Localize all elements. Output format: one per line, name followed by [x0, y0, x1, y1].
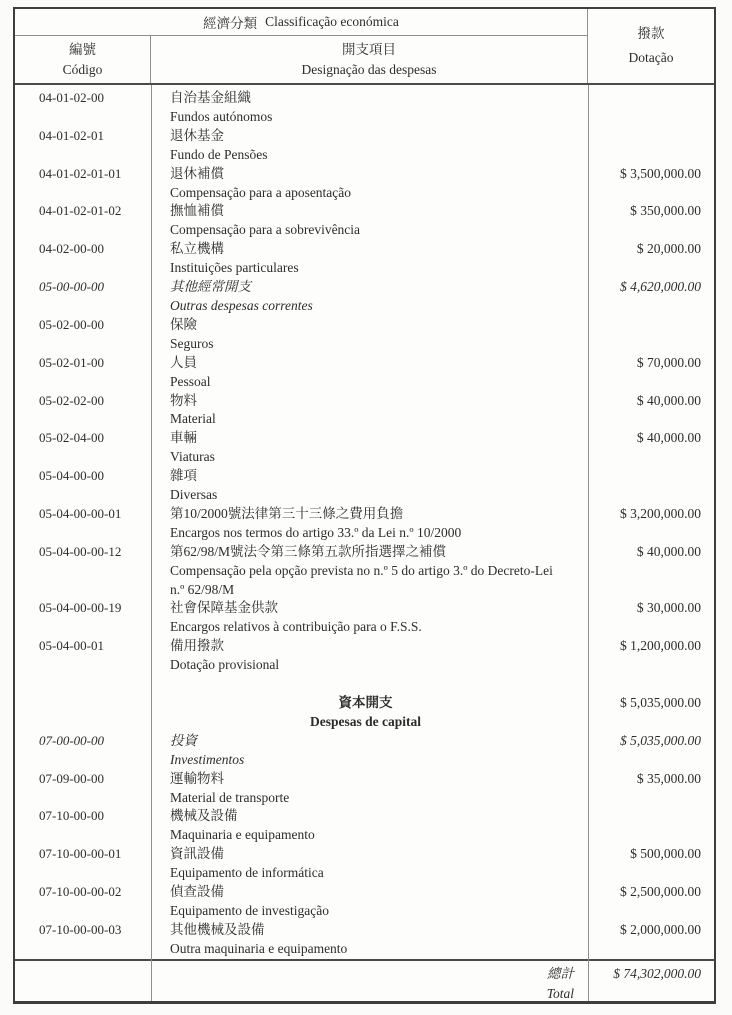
table-row [15, 637, 714, 675]
table-row [15, 392, 714, 430]
designation-cell [151, 240, 588, 278]
designation-pt: Compensação para a sobrevivência [170, 222, 361, 238]
code-cell: 05-02-02-00 [39, 392, 104, 408]
code-cell: 07-10-00-00-02 [39, 884, 122, 900]
designation-pt: Material de transporte [170, 789, 290, 805]
code-cell: 05-04-00-00-12 [39, 543, 122, 559]
amount-cell: $ 40,000.00 [636, 543, 701, 559]
table-row [15, 165, 714, 203]
designation-cell [151, 770, 588, 808]
designation-header-zh: 開支項目 [342, 42, 396, 57]
table-row [15, 543, 714, 600]
designation-pt: Encargos relativos à contribuição para o F.S.S. [170, 619, 422, 635]
designation-header-pt: Designação das despesas [301, 61, 437, 77]
amount-cell: $ 1,200,000.00 [620, 638, 701, 654]
amount-cell: $ 4,620,000.00 [620, 279, 701, 295]
designation-cell [151, 505, 588, 543]
table-row [15, 316, 714, 354]
code-cell: 05-02-04-00 [39, 430, 104, 446]
table-row [15, 694, 714, 732]
code-cell: 07-10-00-00-03 [39, 921, 122, 937]
designation-pt: Despesas de capital [310, 713, 421, 729]
designation-zh: 私立機構 [170, 241, 224, 257]
code-cell: 04-01-02-01 [39, 127, 104, 143]
designation-cell [151, 429, 588, 467]
code-column-header [15, 36, 151, 83]
amount-cell: $ 40,000.00 [636, 430, 701, 446]
designation-pt: Compensação para a aposentação [170, 184, 352, 200]
designation-zh: 偵查設備 [170, 884, 224, 900]
total-label-cell [151, 964, 588, 1003]
table-row [15, 354, 714, 392]
designation-pt: Maquinaria e equipamento [170, 827, 315, 843]
designation-pt: Encargos nos termos do artigo 33.º da Lei n.º 10/2000 [170, 524, 462, 540]
designation-zh: 備用撥款 [170, 638, 224, 654]
designation-pt: Equipamento de informática [170, 865, 324, 881]
designation-pt: Equipamento de investigação [170, 902, 329, 918]
table-row [15, 807, 714, 845]
table-row [15, 240, 714, 278]
designation-cell [151, 354, 588, 392]
designation-zh: 車輛 [170, 430, 197, 446]
classification-title [15, 9, 587, 36]
amount-cell: $ 5,035,000.00 [620, 732, 701, 748]
table-row [15, 127, 714, 165]
table-row [15, 599, 714, 637]
designation-zh: 運輸物料 [170, 770, 224, 786]
table-row [15, 202, 714, 240]
code-cell: 05-02-01-00 [39, 354, 104, 370]
allocation-header-pt: Dotação [628, 50, 674, 65]
designation-pt-cont: n.º 62/98/M [170, 581, 235, 597]
designation-cell [151, 637, 588, 675]
total-label-zh: 總計 [547, 966, 574, 981]
header-subcolumns [15, 36, 587, 83]
designation-cell [151, 127, 588, 165]
code-cell: 04-01-02-00 [39, 90, 104, 105]
table-row [15, 505, 714, 543]
budget-table [13, 7, 716, 1004]
amount-cell: $ 2,500,000.00 [620, 884, 701, 900]
table-row [15, 883, 714, 921]
classification-title-pt: Classificação económica [265, 14, 399, 29]
designation-zh: 社會保障基金供款 [170, 600, 278, 616]
allocation-header-zh: 撥款 [637, 26, 665, 41]
designation-zh: 退休基金 [170, 127, 224, 143]
code-cell: 05-02-00-00 [39, 316, 104, 332]
table-row [15, 732, 714, 770]
designation-cell [151, 921, 588, 959]
designation-cell [151, 467, 588, 505]
table-row [15, 89, 714, 127]
amount-cell: $ 2,000,000.00 [620, 921, 701, 937]
designation-cell [151, 694, 588, 732]
designation-cell [151, 316, 588, 354]
amount-cell: $ 30,000.00 [636, 600, 701, 616]
code-cell: 07-10-00-00-01 [39, 846, 122, 862]
table-row [15, 429, 714, 467]
designation-cell [151, 543, 588, 600]
table-body [15, 85, 714, 959]
designation-pt: Instituições particulares [170, 260, 299, 276]
code-cell: 05-00-00-00 [39, 279, 104, 295]
table-row [15, 921, 714, 959]
designation-pt: Investimentos [170, 751, 245, 767]
amount-cell: $ 20,000.00 [636, 241, 701, 257]
amount-cell: $ 40,000.00 [636, 392, 701, 408]
designation-pt: Diversas [170, 487, 218, 503]
designation-pt: Seguros [170, 335, 214, 351]
designation-pt: Material [170, 411, 216, 427]
designation-zh: 人員 [170, 354, 197, 370]
designation-zh: 其他經常開支 [170, 279, 251, 295]
designation-zh: 退休補償 [170, 165, 224, 181]
designation-cell [151, 845, 588, 883]
designation-pt: Dotação provisional [170, 657, 280, 673]
total-amount-cell: $ 74,302,000.00 [613, 966, 701, 981]
designation-pt: Fundo de Pensões [170, 146, 268, 162]
code-cell: 05-04-00-00-19 [39, 600, 122, 616]
code-cell: 05-04-00-00 [39, 468, 104, 484]
designation-zh: 第62/98/M號法令第三條第五款所指選擇之補償 [170, 543, 447, 559]
designation-column-header [151, 36, 587, 83]
designation-pt: Viaturas [170, 449, 215, 465]
code-cell: 04-01-02-01-02 [39, 203, 122, 219]
table-row [15, 278, 714, 316]
total-row [15, 959, 714, 1001]
amount-cell: $ 3,200,000.00 [620, 505, 701, 521]
row-spacer [15, 675, 714, 694]
designation-cell [151, 89, 588, 127]
designation-zh: 雜項 [170, 468, 197, 484]
amount-cell: $ 3,500,000.00 [620, 165, 701, 181]
code-cell: 05-04-00-00-01 [39, 505, 122, 521]
designation-zh: 撫恤補償 [170, 203, 224, 219]
code-cell: 04-01-02-01-01 [39, 165, 122, 181]
designation-pt: Outra maquinaria e equipamento [170, 940, 348, 956]
table-header [15, 9, 714, 85]
designation-pt: Compensação pela opção prevista no n.º 5 do artigo 3.º do Decreto-Lei [170, 562, 553, 578]
code-cell: 07-09-00-00 [39, 770, 104, 786]
designation-cell [151, 599, 588, 637]
designation-cell [151, 165, 588, 203]
designation-pt: Outras despesas correntes [170, 297, 313, 313]
designation-cell [151, 278, 588, 316]
designation-cell [151, 392, 588, 430]
designation-pt: Pessoal [170, 373, 211, 389]
designation-zh: 投資 [170, 732, 197, 748]
allocation-column-header [588, 9, 714, 83]
designation-cell [151, 202, 588, 240]
code-cell: 04-02-00-00 [39, 241, 104, 257]
amount-cell: $ 500,000.00 [630, 846, 701, 862]
classification-header-cell [15, 9, 588, 83]
classification-title-zh: 經濟分類 [203, 16, 258, 31]
designation-zh: 資本開支 [338, 694, 393, 710]
designation-pt: Fundos autónomos [170, 108, 273, 124]
code-cell: 07-00-00-00 [39, 732, 104, 748]
table-row [15, 770, 714, 808]
table-row [15, 845, 714, 883]
amount-cell: $ 70,000.00 [636, 354, 701, 370]
designation-zh: 自治基金組織 [170, 90, 251, 105]
code-header-zh: 編號 [68, 42, 96, 57]
code-header-pt: Código [62, 61, 103, 77]
designation-zh: 其他機械及設備 [170, 921, 265, 937]
amount-cell: $ 350,000.00 [630, 203, 701, 219]
amount-cell: $ 5,035,000.00 [620, 694, 701, 710]
designation-cell [151, 883, 588, 921]
table-row [15, 467, 714, 505]
total-label-pt: Total [546, 985, 574, 1001]
designation-zh: 物料 [170, 392, 197, 408]
amount-cell: $ 35,000.00 [636, 770, 701, 786]
designation-zh: 資訊設備 [170, 846, 224, 862]
code-cell: 05-04-00-01 [39, 638, 104, 654]
designation-zh: 保險 [170, 316, 197, 332]
designation-zh: 第10/2000號法律第三十三條之費用負擔 [170, 505, 404, 521]
designation-zh: 機械及設備 [170, 808, 238, 824]
designation-cell [151, 732, 588, 770]
designation-cell [151, 807, 588, 845]
code-cell: 07-10-00-00 [39, 808, 104, 824]
